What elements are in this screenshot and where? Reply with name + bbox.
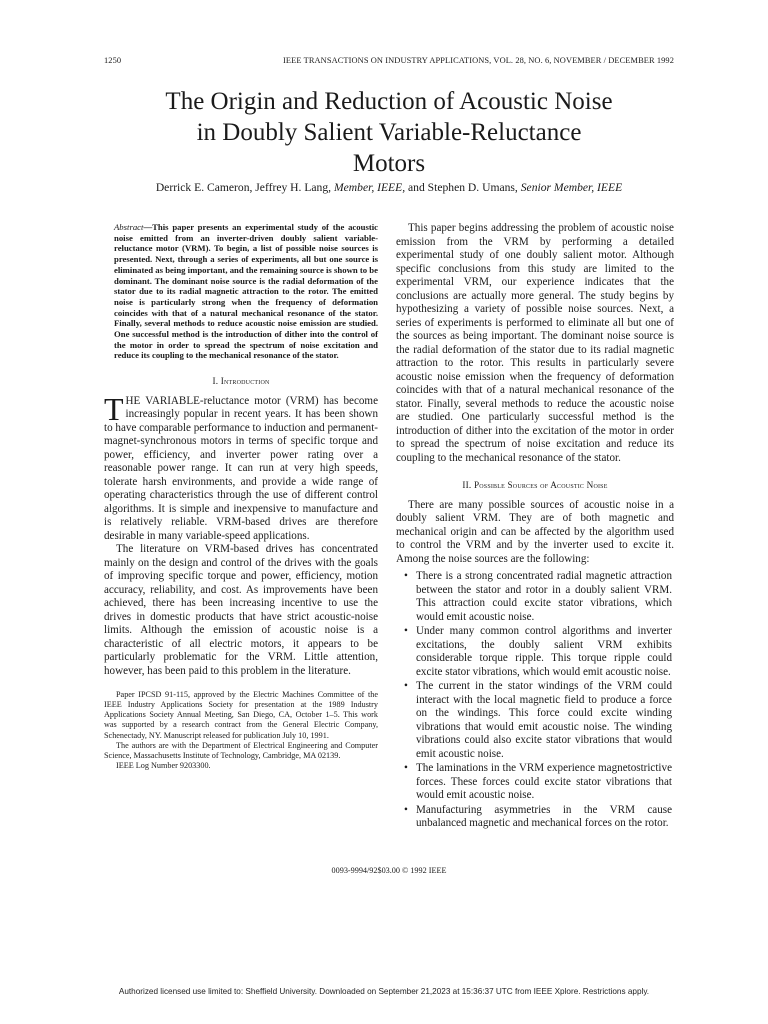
- list-item-text: The laminations in the VRM experience magnetostrictive forces. These forces could excite stator vibrations that would emit acoustic noise.: [416, 762, 672, 801]
- journal-header: IEEE TRANSACTIONS ON INDUSTRY APPLICATIONS, VOL. 28, NO. 6, NOVEMBER / DECEMBER 1992: [283, 56, 674, 65]
- footnote: [104, 690, 378, 771]
- list-item-text: Manufacturing asymmetries in the VRM cause unbalanced magnetic and mechanical forces on the rotor.: [416, 803, 672, 829]
- access-notice: Authorized licensed use limited to: Sheffield University. Downloaded on September 21,2023 at 15:36:37 UTC from IEEE Xplore. Restrictions apply.: [118, 987, 650, 996]
- footnote-paper-info: Paper IPCSD 91-115, approved by the Electric Machines Committee of the IEEE Industry Applications Society for presentation at the 1989 Industry Applications Society Annual Meeting, San Diego, CA, October 1–5. This work was supported by a research contract from the General Electric Company, Schenectady, NY. Manuscript released for publication July 10, 1991.: [104, 690, 378, 740]
- list-item: [396, 570, 674, 624]
- page-number: 1250: [104, 56, 122, 65]
- intro-paragraph-1-text: HE VARIABLE-reluctance motor (VRM) has become increasingly popular in recent years. It has been shown to have comparable performance to induction and permanent-magnet-synchronous motors in terms of specific torque and power, efficiency, and inverter power rating over a reasonable power range. It can run at very high speeds, tolerate harsh environments, and provide a wide range of operating characteristics through the use of different control algorithms. It is simple and inexpensive to manufacture and is relatively reliable. VRM-based drives are therefore desirable in many variable-speed applications.: [104, 394, 378, 542]
- section-heading-introduction: [104, 375, 378, 389]
- author-names-2: and Stephen D. Umans,: [408, 181, 518, 194]
- list-item: [396, 804, 674, 831]
- abstract-label: Abstract: [114, 222, 144, 232]
- title-line-1: The Origin and Reduction of Acoustic Noise: [165, 88, 613, 115]
- bullet-icon: •: [404, 803, 408, 816]
- abstract-text: —This paper presents an experimental study of the acoustic noise emitted from an inverter-driven doubly salient variable-reluctance motor (VRM). To begin, a list of possible noise sources is presented. Next, through a series of experiments, all but one source is eliminated as being important, and the remaining source is shown to be dominant. The dominant noise source is the radial deformation of the stator due to its radial magnetic attraction to the rotor. The emitted noise is particularly strong when the frequency of deformation coincides with that of a natural mechanical resonance of the stator. Finally, several methods to reduce acoustic noise emission are studied. One successful method is the introduction of dither into the control of the motor in order to spread the spectrum of noise excitation and reduce its coupling to the mechanical resonance of the stator.: [114, 222, 378, 361]
- section-number: II.: [462, 480, 472, 490]
- left-column: [104, 222, 378, 771]
- list-item-text: The current in the stator windings of the VRM could interact with the local magnetic field to produce a force on the windings. This force could excite winding vibrations that would emit acoustic noise. The winding vibrations could also excite stator vibrations that would emit acoustic noise.: [416, 680, 672, 760]
- paper-title: [104, 86, 674, 179]
- list-item: [396, 680, 674, 761]
- author-membership-1: Member, IEEE,: [333, 181, 406, 194]
- bullet-icon: •: [404, 762, 408, 774]
- author-membership-2: Senior Member, IEEE: [520, 181, 623, 194]
- title-line-3: Motors: [352, 150, 426, 177]
- list-item-text: There is a strong concentrated radial magnetic attraction between the stator and rotor in a doubly salient VRM. This attraction could excite stator vibrations, which would emit acoustic noise.: [416, 570, 672, 623]
- list-item: [396, 762, 674, 803]
- intro-paragraph-3: This paper begins addressing the problem of acoustic noise emission from the VRM by performing a detailed experimental study of one doubly salient motor. Although specific conclusions from this study are limited to the experimental VRM, our experience indicates that the conclusions are actually more general. The study begins by hypothesizing a variety of possible noise sources. Next, a series of experiments is performed to eliminate all but one of the sources as being important. The dominant noise source is the radial deformation of the stator due to its radial magnetic attraction to the rotor. This results in particularly severe acoustic noise emission when the frequency of deformation coincides with that of a natural mechanical resonance of the stator. Finally, several methods to reduce the acoustic noise are studied. One particularly successful method is the introduction of dither into the excitation of the motor in order to spread the spectrum of noise excitation and reduce its coupling to the mechanical resonance of the stator.: [396, 222, 674, 464]
- section-title: Possible Sources of Acoustic Noise: [473, 480, 608, 490]
- copyright-line: 0093-9994/92$03.00 © 1992 IEEE: [331, 866, 447, 875]
- list-item: [396, 625, 674, 679]
- section-heading-sources: [396, 479, 674, 493]
- section-title: Introduction: [220, 376, 270, 387]
- bullet-icon: •: [404, 680, 408, 692]
- sources-intro-paragraph: There are many possible sources of acoustic noise in a doubly salient VRM. They are of both magnetic and mechanical origin and can be affected by the algorithm used to control the VRM and by the inverter used to excite it. Among the noise sources are the following:: [396, 498, 674, 565]
- footnote-log-number: IEEE Log Number 9203300.: [116, 760, 211, 770]
- section-number: I.: [212, 376, 219, 387]
- bullet-icon: •: [404, 570, 408, 582]
- intro-paragraph-2: The literature on VRM-based drives has concentrated mainly on the design and control of the drives with the goals of improving specific torque and power, efficiency, motion accuracy, reliability, and cost. As improvements have been achieved, there has been increasing incentive to use the drives in domestic products that have strict acoustic-noise limits. Although the emission of acoustic noise is a characteristic of all electric motors, it appears to be particularly problematic for the VRM. Little attention, however, has been paid to this problem in the literature.: [104, 543, 378, 677]
- author-names-1: Derrick E. Cameron, Jeffrey H. Lang,: [155, 181, 332, 194]
- abstract: [104, 222, 378, 361]
- author-line: [104, 181, 674, 194]
- bullet-icon: •: [404, 625, 408, 637]
- right-column: [396, 222, 674, 832]
- intro-paragraph-1: [104, 390, 378, 544]
- list-item-text: Under many common control algorithms and inverter excitations, the doubly salient VRM exhibits considerable torque ripple. This torque ripple could excite stator vibrations, which would emit acoustic noise.: [416, 625, 672, 678]
- title-line-2: in Doubly Salient Variable-Reluctance: [196, 119, 582, 146]
- drop-cap: T: [104, 390, 124, 427]
- noise-source-list: [396, 570, 674, 831]
- footnote-affiliation: The authors are with the Department of Electrical Engineering and Computer Science, Massachusetts Institute of Technology, Cambridge, MA 02139.: [104, 740, 378, 760]
